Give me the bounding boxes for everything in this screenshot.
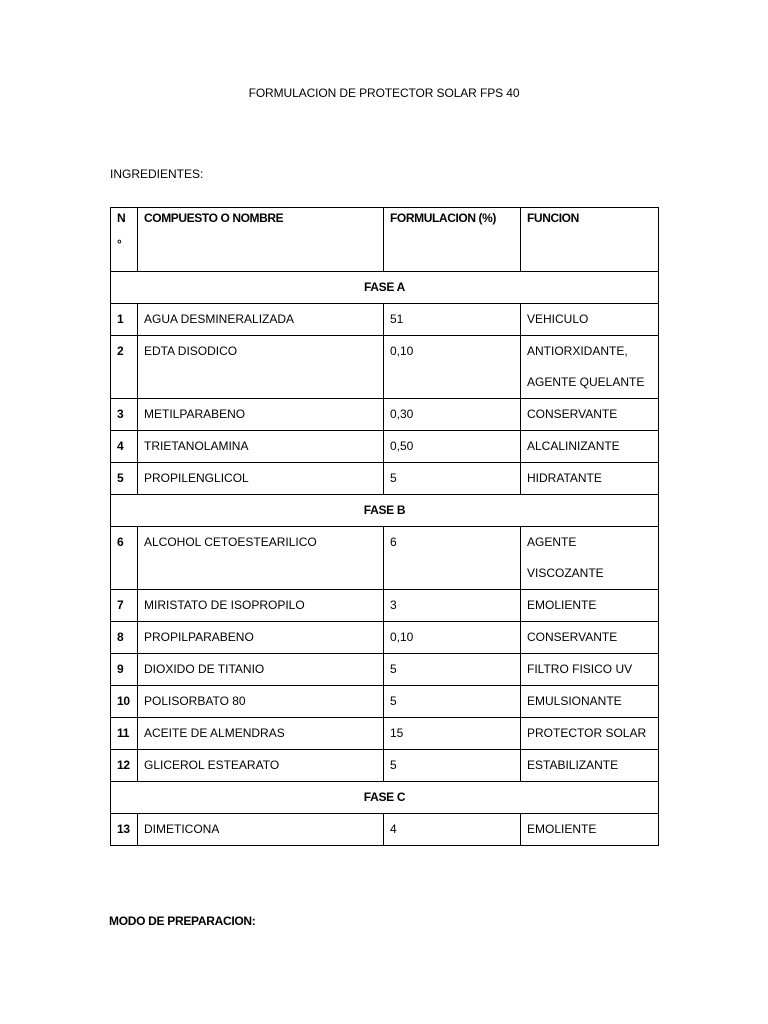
table-row xyxy=(111,527,659,590)
row-func-line1: ANTIORXIDANTE, xyxy=(527,344,628,358)
row-pct: 0,10 xyxy=(384,622,521,654)
row-pct: 0,50 xyxy=(384,431,521,463)
row-func xyxy=(521,527,659,590)
table-row xyxy=(111,463,659,495)
row-pct: 51 xyxy=(384,304,521,336)
table-row xyxy=(111,686,659,718)
row-func: HIDRATANTE xyxy=(521,463,659,495)
table-row xyxy=(111,622,659,654)
row-func: CONSERVANTE xyxy=(521,622,659,654)
row-num: 13 xyxy=(111,814,138,846)
row-func: ALCALINIZANTE xyxy=(521,431,659,463)
header-compound: COMPUESTO O NOMBRE xyxy=(138,208,384,272)
header-formulation: FORMULACION (%) xyxy=(384,208,521,272)
row-num: 6 xyxy=(111,527,138,590)
ingredients-table xyxy=(110,207,659,846)
row-name: DIOXIDO DE TITANIO xyxy=(138,654,384,686)
table-row xyxy=(111,399,659,431)
row-num: 8 xyxy=(111,622,138,654)
row-num: 11 xyxy=(111,718,138,750)
phase-row-c xyxy=(111,782,659,814)
row-num: 9 xyxy=(111,654,138,686)
table-row xyxy=(111,750,659,782)
row-func: ESTABILIZANTE xyxy=(521,750,659,782)
table-row xyxy=(111,654,659,686)
header-num-line2: ° xyxy=(117,237,122,251)
row-num: 3 xyxy=(111,399,138,431)
row-pct: 5 xyxy=(384,654,521,686)
document-title: FORMULACION DE PROTECTOR SOLAR FPS 40 xyxy=(248,86,520,100)
table-row xyxy=(111,718,659,750)
phase-row-b xyxy=(111,495,659,527)
row-pct: 0,10 xyxy=(384,336,521,399)
row-pct: 15 xyxy=(384,718,521,750)
table-row xyxy=(111,590,659,622)
row-func: VEHICULO xyxy=(521,304,659,336)
phase-label-c: FASE C xyxy=(111,782,659,814)
row-name: ALCOHOL CETOESTEARILICO xyxy=(138,527,384,590)
row-num: 7 xyxy=(111,590,138,622)
row-name: DIMETICONA xyxy=(138,814,384,846)
row-name: POLISORBATO 80 xyxy=(138,686,384,718)
ingredients-heading: INGREDIENTES: xyxy=(110,167,204,181)
row-num: 1 xyxy=(111,304,138,336)
row-num: 12 xyxy=(111,750,138,782)
header-num xyxy=(111,208,138,272)
row-num: 10 xyxy=(111,686,138,718)
row-pct: 3 xyxy=(384,590,521,622)
table-row xyxy=(111,814,659,846)
table-row xyxy=(111,336,659,399)
table-header-row xyxy=(111,208,659,272)
header-num-line1: N xyxy=(117,211,126,225)
row-pct: 6 xyxy=(384,527,521,590)
row-name: PROPILENGLICOL xyxy=(138,463,384,495)
row-name: METILPARABENO xyxy=(138,399,384,431)
row-pct: 0,30 xyxy=(384,399,521,431)
row-pct: 5 xyxy=(384,686,521,718)
row-num: 4 xyxy=(111,431,138,463)
row-name: EDTA DISODICO xyxy=(138,336,384,399)
phase-label-a: FASE A xyxy=(111,272,659,304)
row-name: PROPILPARABENO xyxy=(138,622,384,654)
row-func xyxy=(521,336,659,399)
row-pct: 4 xyxy=(384,814,521,846)
preparation-heading: MODO DE PREPARACION: xyxy=(109,914,256,928)
row-func: EMOLIENTE xyxy=(521,590,659,622)
row-num: 5 xyxy=(111,463,138,495)
row-func: CONSERVANTE xyxy=(521,399,659,431)
row-func-line1: AGENTE xyxy=(527,535,577,549)
row-func: EMOLIENTE xyxy=(521,814,659,846)
row-name: TRIETANOLAMINA xyxy=(138,431,384,463)
row-name: ACEITE DE ALMENDRAS xyxy=(138,718,384,750)
row-func-line2: AGENTE QUELANTE xyxy=(527,375,645,389)
row-pct: 5 xyxy=(384,463,521,495)
row-name: GLICEROL ESTEARATO xyxy=(138,750,384,782)
phase-row-a xyxy=(111,272,659,304)
row-func: FILTRO FISICO UV xyxy=(521,654,659,686)
row-func: PROTECTOR SOLAR xyxy=(521,718,659,750)
row-num: 2 xyxy=(111,336,138,399)
row-func-line2: VISCOZANTE xyxy=(527,566,604,580)
row-name: AGUA DESMINERALIZADA xyxy=(138,304,384,336)
header-function: FUNCION xyxy=(521,208,659,272)
table-row xyxy=(111,431,659,463)
row-name: MIRISTATO DE ISOPROPILO xyxy=(138,590,384,622)
row-pct: 5 xyxy=(384,750,521,782)
table-row xyxy=(111,304,659,336)
phase-label-b: FASE B xyxy=(111,495,659,527)
row-func: EMULSIONANTE xyxy=(521,686,659,718)
